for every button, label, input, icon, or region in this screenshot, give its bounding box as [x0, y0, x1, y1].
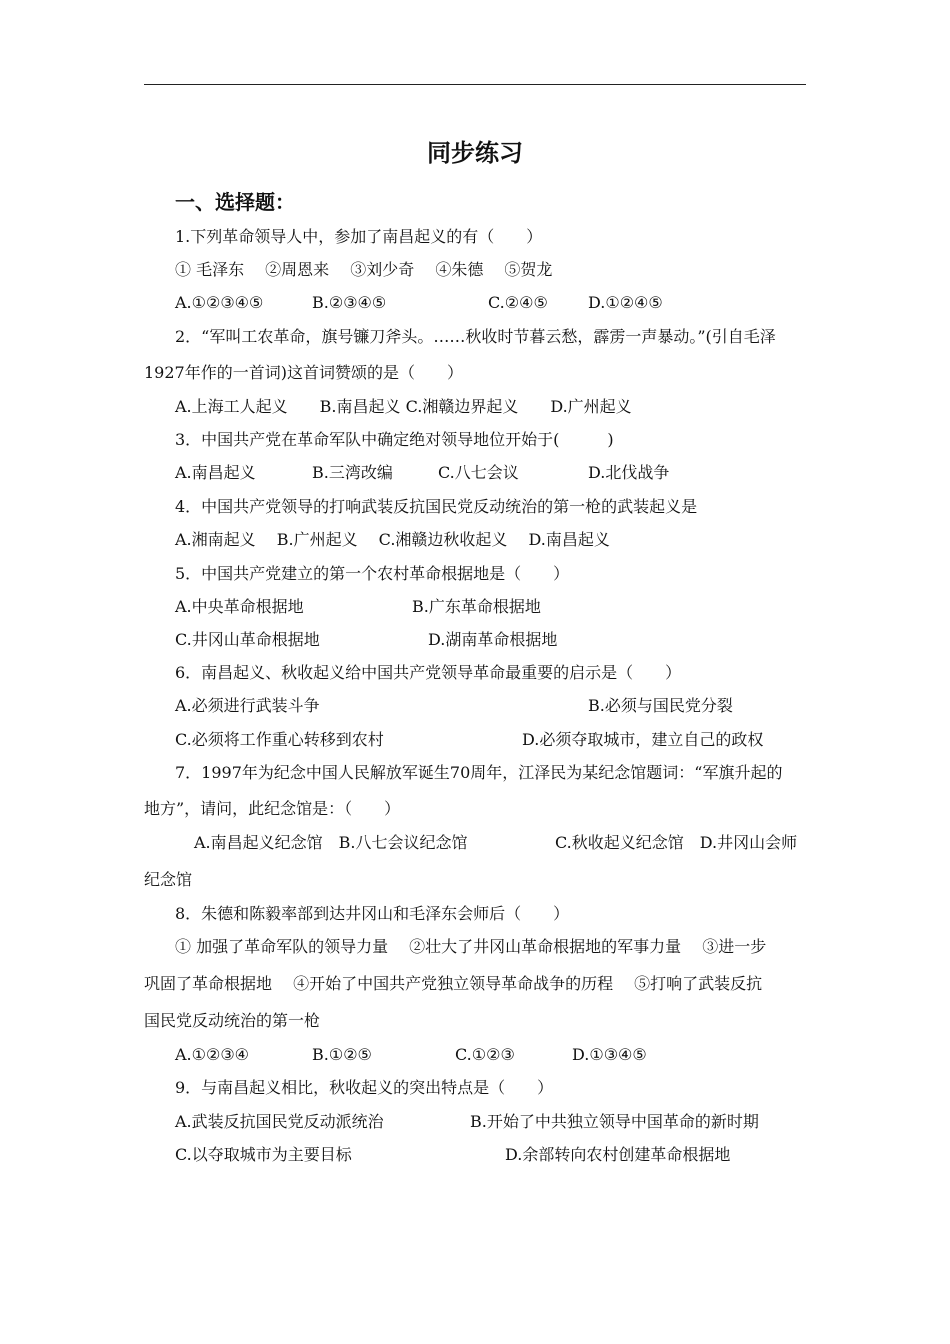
question-1-option-d: D.①②④⑤ — [588, 293, 663, 312]
question-2-stem-line1: 2．“军叫工农革命，旗号镰刀斧头。……秋收时节暮云愁，霹雳一声暴动。”(引自毛泽 — [175, 327, 776, 346]
question-8-option-c: C.①②③ — [455, 1045, 515, 1064]
header-rule — [144, 84, 806, 85]
question-4-options: A.湘南起义 B.广州起义 C.湘赣边秋收起义 D.南昌起义 — [175, 530, 610, 549]
question-3-option-b: B.三湾改编 — [312, 463, 393, 482]
question-6-option-b: B.必须与国民党分裂 — [588, 696, 733, 715]
question-8-option-a: A.①②③④ — [175, 1045, 250, 1064]
question-5-stem: 5．中国共产党建立的第一个农村革命根据地是（ ） — [175, 564, 570, 583]
question-8-items-line3: 国民党反动统治的第一枪 — [144, 1011, 321, 1030]
section-heading: 一、选择题： — [175, 190, 295, 214]
question-8-items-line1: ① 加强了革命军队的领导力量 ②壮大了井冈山革命根据地的军事力量 ③进一步 — [175, 937, 767, 956]
question-5-option-c: C.井冈山革命根据地 — [175, 630, 320, 649]
question-8-stem: 8．朱德和陈毅率部到达井冈山和毛泽东会师后（ ） — [175, 904, 570, 923]
question-7-stem-line2: 地方”，请问，此纪念馆是：（ ） — [144, 799, 401, 818]
question-3-option-d: D.北伐战争 — [588, 463, 670, 482]
question-5-option-b: B.广东革命根据地 — [412, 597, 541, 616]
question-3-option-a: A.南昌起义 — [175, 463, 256, 482]
question-9-option-c: C.以夺取城市为主要目标 — [175, 1145, 352, 1164]
question-4-stem: 4．中国共产党领导的打响武装反抗国民党反动统治的第一枪的武装起义是 — [175, 497, 698, 516]
question-5-option-d: D.湖南革命根据地 — [428, 630, 558, 649]
question-1-option-b: B.②③④⑤ — [312, 293, 387, 312]
question-6-option-c: C.必须将工作重心转移到农村 — [175, 730, 384, 749]
question-7-options-ab: A.南昌起义纪念馆 B.八七会议纪念馆 — [194, 833, 468, 852]
question-1-option-a: A.①②③④⑤ — [175, 293, 264, 312]
question-1-stem: 1.下列革命领导人中，参加了南昌起义的有（ ） — [175, 227, 543, 246]
question-2-stem-line2: 1927年作的一首词)这首词赞颂的是（ ） — [144, 363, 463, 382]
question-7-options-cd: C.秋收起义纪念馆 D.井冈山会师 — [555, 833, 798, 852]
question-5-option-a: A.中央革命根据地 — [175, 597, 304, 616]
question-7-tail: 纪念馆 — [144, 870, 193, 889]
question-2-options: A.上海工人起义 B.南昌起义 C.湘赣边界起义 D.广州起义 — [175, 397, 632, 416]
question-8-items-line2: 巩固了革命根据地 ④开始了中国共产党独立领导革命战争的历程 ⑤打响了武装反抗 — [144, 974, 763, 993]
page-title: 同步练习 — [427, 139, 523, 167]
question-8-option-d: D.①③④⑤ — [572, 1045, 647, 1064]
question-3-stem: 3．中国共产党在革命军队中确定绝对领导地位开始于( ) — [175, 430, 614, 449]
question-8-option-b: B.①②⑤ — [312, 1045, 372, 1064]
question-9-option-d: D.余部转向农村创建革命根据地 — [505, 1145, 731, 1164]
question-6-stem: 6．南昌起义、秋收起义给中国共产党领导革命最重要的启示是（ ） — [175, 663, 682, 682]
question-9-option-b: B.开始了中共独立领导中国革命的新时期 — [470, 1112, 759, 1131]
question-9-option-a: A.武装反抗国民党反动派统治 — [175, 1112, 384, 1131]
question-6-option-d: D.必须夺取城市，建立自己的政权 — [522, 730, 764, 749]
question-1-option-c: C.②④⑤ — [488, 293, 548, 312]
question-1-items: ① 毛泽东 ②周恩来 ③刘少奇 ④朱德 ⑤贺龙 — [175, 260, 553, 279]
question-9-stem: 9．与南昌起义相比，秋收起义的突出特点是（ ） — [175, 1078, 554, 1097]
question-3-option-c: C.八七会议 — [438, 463, 519, 482]
question-7-stem-line1: 7．1997年为纪念中国人民解放军诞生70周年，江泽民为某纪念馆题词：“军旗升起的 — [175, 763, 783, 782]
question-6-option-a: A.必须进行武装斗争 — [175, 696, 320, 715]
